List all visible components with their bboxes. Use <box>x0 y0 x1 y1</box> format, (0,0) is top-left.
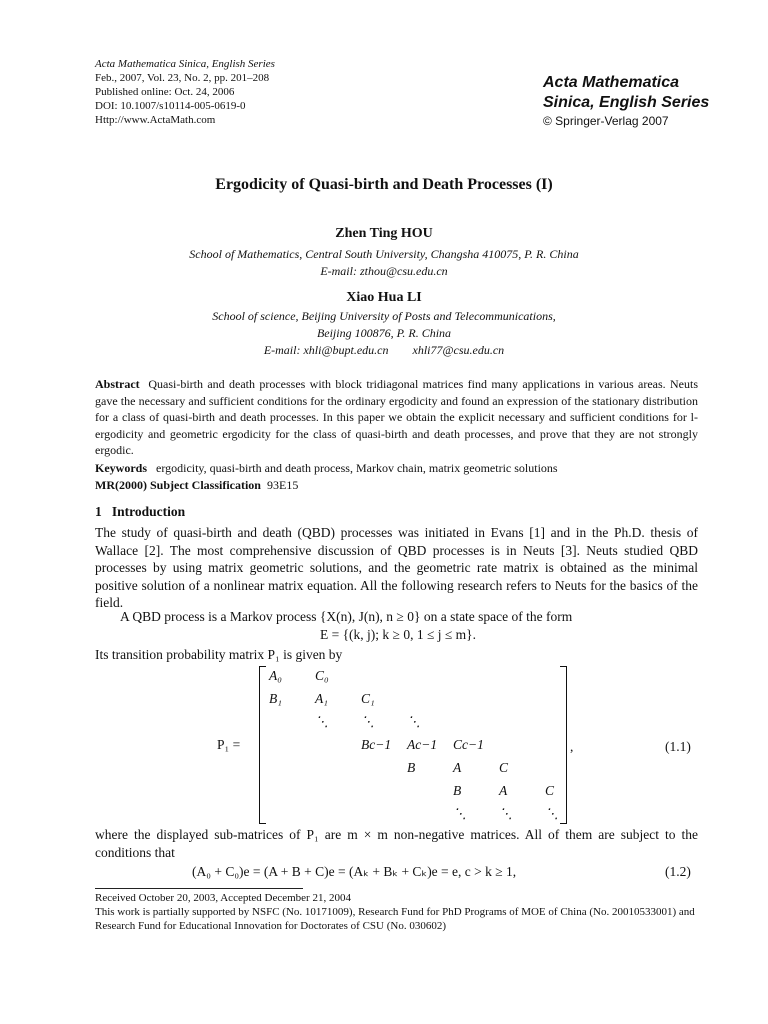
keywords <box>95 460 698 477</box>
matrix-entry: ⋱ <box>407 714 421 729</box>
footnote-received: Received October 20, 2003, Accepted December 21, 2004 <box>95 892 351 904</box>
matrix-entry: ⋱ <box>545 806 559 821</box>
left-bracket <box>259 666 266 824</box>
footnote-support: This work is partially supported by NSFC (No. 10171009), Research Fund for PhD Programs of MOE of China (No. 20010533001) and Research Fund for Educational Innovation for Doctorates of CSU (No. 030602) <box>95 906 695 932</box>
matrix-entry: ⋱ <box>315 714 329 729</box>
paper-title: Ergodicity of Quasi-birth and Death Processes (I) <box>215 176 553 193</box>
keywords-label: Keywords <box>95 461 147 475</box>
journal-url: Http://www.ActaMath.com <box>95 114 216 126</box>
logo-line-1: Acta Mathematica <box>543 74 680 91</box>
matrix-entry: A <box>499 783 508 798</box>
section-heading-introduction: 1 Introduction <box>95 504 186 519</box>
abstract-text: Quasi-birth and death processes with block tridiagonal matrices find many applications in various areas. Neuts gave the necessary and sufficient conditions for the ordinary ergodicity and found an expression of the stationary distribution for a class of quasi-birth and death processes. In this paper we obtain the explicit necessary and sufficient conditions for l-ergodicity and geometric ergodicity for the class of quasi-birth and death processes, and prove that they are not strongly ergodic. <box>95 377 698 457</box>
matrix-entry: B <box>407 760 416 775</box>
matrix-entry: Ac−1 <box>407 737 438 752</box>
abstract <box>95 376 698 459</box>
author-2-affiliation-1: School of science, Beijing University of Posts and Telecommunications, <box>212 309 556 323</box>
journal-name: Acta Mathematica Sinica, English Series <box>95 58 275 70</box>
matrix-entry: Bc−1 <box>361 737 392 752</box>
matrix-entry: Cc−1 <box>453 737 484 752</box>
intro-paragraph-3: Its transition probability matrix P₁ is given by <box>95 647 343 662</box>
matrix-entry: C₁ <box>361 691 375 706</box>
intro-paragraph-4: where the displayed sub-matrices of P₁ are m × m non-negative matrices. All of them are subject to the conditions that <box>95 827 698 860</box>
volume-info: Feb., 2007, Vol. 23, No. 2, pp. 201–208 <box>95 72 270 84</box>
matrix-entry: C <box>499 760 509 775</box>
equation-tag-1-2: (1.2) <box>665 864 691 879</box>
author-1-email: E-mail: zthou@csu.edu.cn <box>320 264 448 278</box>
journal-logo <box>543 73 709 129</box>
equation-1-2: (A₀ + C₀)e = (A + B + C)e = (Aₖ + Bₖ + Cₖ)e = e, c > k ≥ 1, <box>192 864 517 879</box>
footnote-divider <box>95 888 303 889</box>
matrix-entry: C <box>545 783 555 798</box>
msc-code: 93E15 <box>266 478 299 492</box>
matrix-entry: ⋱ <box>499 806 513 821</box>
matrix-entry: B <box>453 783 462 798</box>
matrix-entry: C₀ <box>315 668 329 683</box>
author-1-name: Zhen Ting HOU <box>335 226 433 241</box>
matrix-lhs: P₁ = <box>217 737 241 752</box>
matrix-entry: A₀ <box>269 668 282 683</box>
matrix-entry: B₁ <box>269 691 282 706</box>
equation-tag-1-1: (1.1) <box>665 739 691 754</box>
logo-line-2: Sinica, English Series <box>543 94 710 111</box>
matrix-entry: A <box>453 760 462 775</box>
author-1-affiliation: School of Mathematics, Central South University, Changsha 410075, P. R. China <box>189 247 579 261</box>
state-space-equation: E = {(k, j); k ≥ 0, 1 ≤ j ≤ m}. <box>319 627 477 642</box>
intro-paragraph-2: A QBD process is a Markov process {X(n), J(n), n ≥ 0} on a state space of the form <box>120 609 573 624</box>
published-date: Published online: Oct. 24, 2006 <box>95 86 235 98</box>
keywords-text: ergodicity, quasi-birth and death process, Markov chain, matrix geometric solutions <box>156 461 558 475</box>
msc-classification <box>95 477 698 494</box>
copyright: © Springer-Verlag 2007 <box>543 114 669 128</box>
matrix-comma: , <box>570 739 574 754</box>
doi: DOI: 10.1007/s10114-005-0619-0 <box>95 100 246 112</box>
journal-header <box>95 57 275 127</box>
author-2-name: Xiao Hua LI <box>346 290 422 305</box>
matrix-entry: A₁ <box>315 691 328 706</box>
msc-label: MR(2000) Subject Classification <box>95 478 261 492</box>
author-2-email: E-mail: xhli@bupt.edu.cn xhli77@csu.edu.cn <box>263 343 505 357</box>
abstract-label: Abstract <box>95 377 140 391</box>
intro-paragraph-1: The study of quasi-birth and death (QBD) processes was initiated in Evans [1] and in the Ph.D. thesis of Wallace [2]. The most comprehensive discussion of QBD processes is in Neuts [3]. Neuts studied QBD processes by using matrix geometric solutions, and the geometric rate matrix is obtained as the minimal positive solution of a nonlinear matrix equation. All the following research refers to Neuts for the basics of the field. <box>95 525 698 610</box>
author-2-affiliation-2: Beijing 100876, P. R. China <box>316 326 452 340</box>
matrix-entry: ⋱ <box>453 806 467 821</box>
right-bracket <box>560 666 567 824</box>
matrix-entry: ⋱ <box>361 714 375 729</box>
